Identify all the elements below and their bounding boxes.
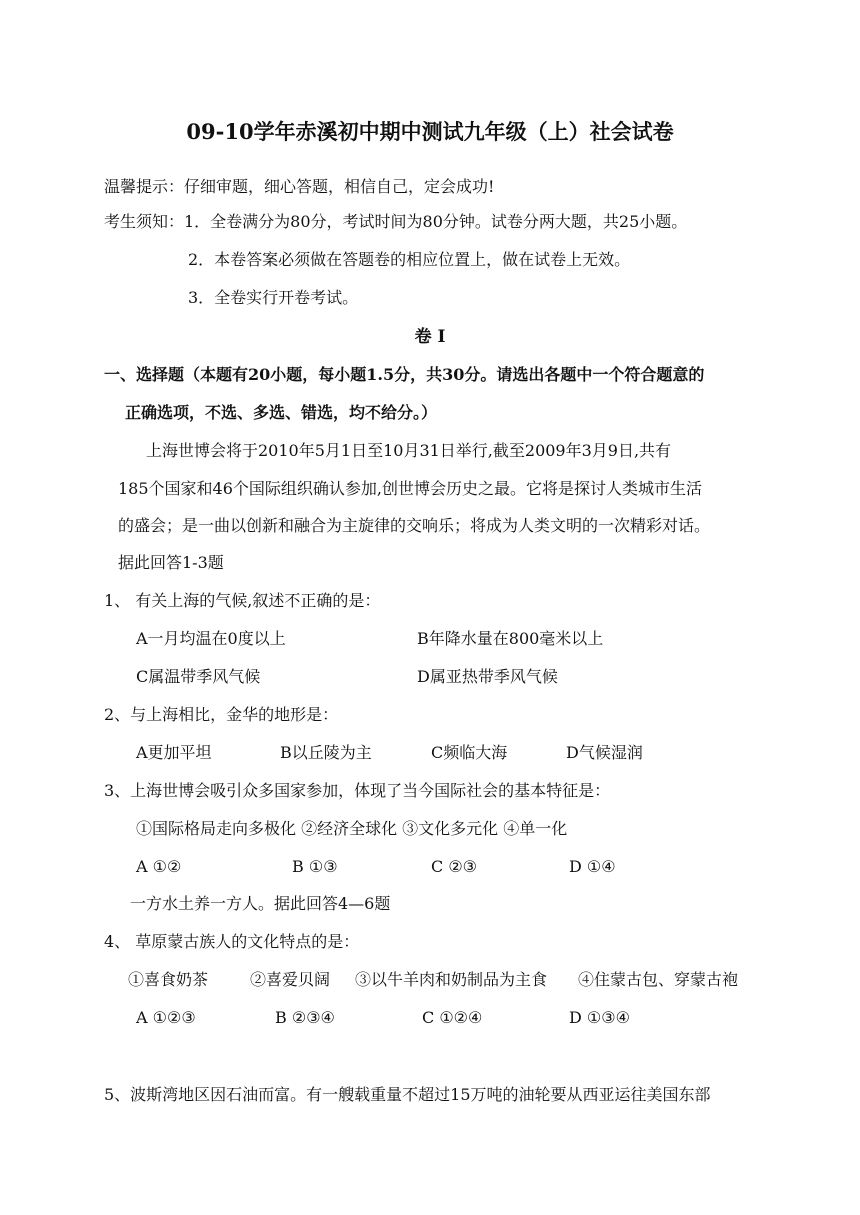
question-4-item-2: ②喜爱贝阔 (250, 970, 331, 989)
passage-line: 上海世博会将于2010年5月1日至10月31日举行,截至2009年3月9日,共有 (146, 441, 672, 460)
question-4-option-b: B ②③④ (275, 1008, 335, 1027)
question-4-option-d: D ①③④ (569, 1008, 630, 1027)
passage-line: 据此回答1-3题 (118, 553, 224, 572)
tip-text: 温馨提示：仔细审题，细心答题，相信自己，定会成功! (104, 177, 495, 196)
part1-heading: 一、选择题（本题有20小题，每小题1.5分，共30分。请选出各题中一个符合题意的 (104, 365, 705, 384)
question-4-item-3: ③以牛羊肉和奶制品为主食 (355, 970, 548, 989)
question-1-option-a: A一月均温在0度以上 (136, 629, 286, 648)
question-2-option-a: A更加平坦 (136, 743, 212, 762)
page-title: 09-10学年赤溪初中期中测试九年级（上）社会试卷 (186, 119, 674, 144)
question-4-option-c: C ①②④ (422, 1008, 483, 1027)
notice-line-1: 考生须知：1．全卷满分为80分，考试时间为80分钟。试卷分两大题，共25小题。 (104, 212, 688, 231)
question-3-option-d: D ①④ (569, 857, 616, 876)
question-3-items: ①国际格局走向多极化 ②经济全球化 ③文化多元化 ④单一化 (136, 819, 568, 838)
part1-heading-cont: 正确选项，不选、多选、错选，均不给分。） (125, 403, 438, 422)
question-3-option-b: B ①③ (292, 857, 338, 876)
passage-line: 的盛会；是一曲以创新和融合为主旋律的交响乐；将成为人类文明的一次精彩对话。 (118, 516, 711, 535)
question-1-option-b: B年降水量在800毫米以上 (417, 629, 604, 648)
passage-intro-2: 一方水土养一方人。据此回答4—6题 (130, 894, 391, 913)
question-2-option-d: D气候湿润 (566, 743, 643, 762)
question-1-option-c: C属温带季风气候 (136, 667, 261, 686)
question-4-item-4: ④住蒙古包、穿蒙古袍 (578, 970, 739, 989)
question-2-stem: 2、与上海相比，金华的地形是： (104, 705, 339, 724)
question-4-item-1: ①喜食奶茶 (128, 970, 209, 989)
notice-line-3: 3．全卷实行开卷考试。 (188, 288, 359, 307)
question-1-option-d: D属亚热带季风气候 (417, 667, 558, 686)
notice-line-2: 2．本卷答案必须做在答题卷的相应位置上，做在试卷上无效。 (188, 250, 631, 269)
question-3-option-c: C ②③ (431, 857, 478, 876)
question-4-option-a: A ①②③ (136, 1008, 196, 1027)
question-1-stem: 1、 有关上海的气候,叙述不正确的是： (104, 591, 381, 610)
question-2-option-c: C频临大海 (431, 743, 508, 762)
question-4-stem: 4、 草原蒙古族人的文化特点的是： (104, 932, 360, 951)
question-2-option-b: B以丘陵为主 (280, 743, 372, 762)
passage-line: 185个国家和46个国际组织确认参加,创世博会历史之最。它将是探讨人类城市生活 (118, 479, 702, 498)
question-5-stem: 5、波斯湾地区因石油而富。有一艘载重量不超过15万吨的油轮要从西亚运往美国东部 (104, 1085, 711, 1104)
question-3-stem: 3、上海世博会吸引众多国家参加，体现了当今国际社会的基本特征是： (104, 781, 611, 800)
question-3-option-a: A ①② (136, 857, 182, 876)
section-title: 卷 Ⅰ (414, 327, 446, 347)
